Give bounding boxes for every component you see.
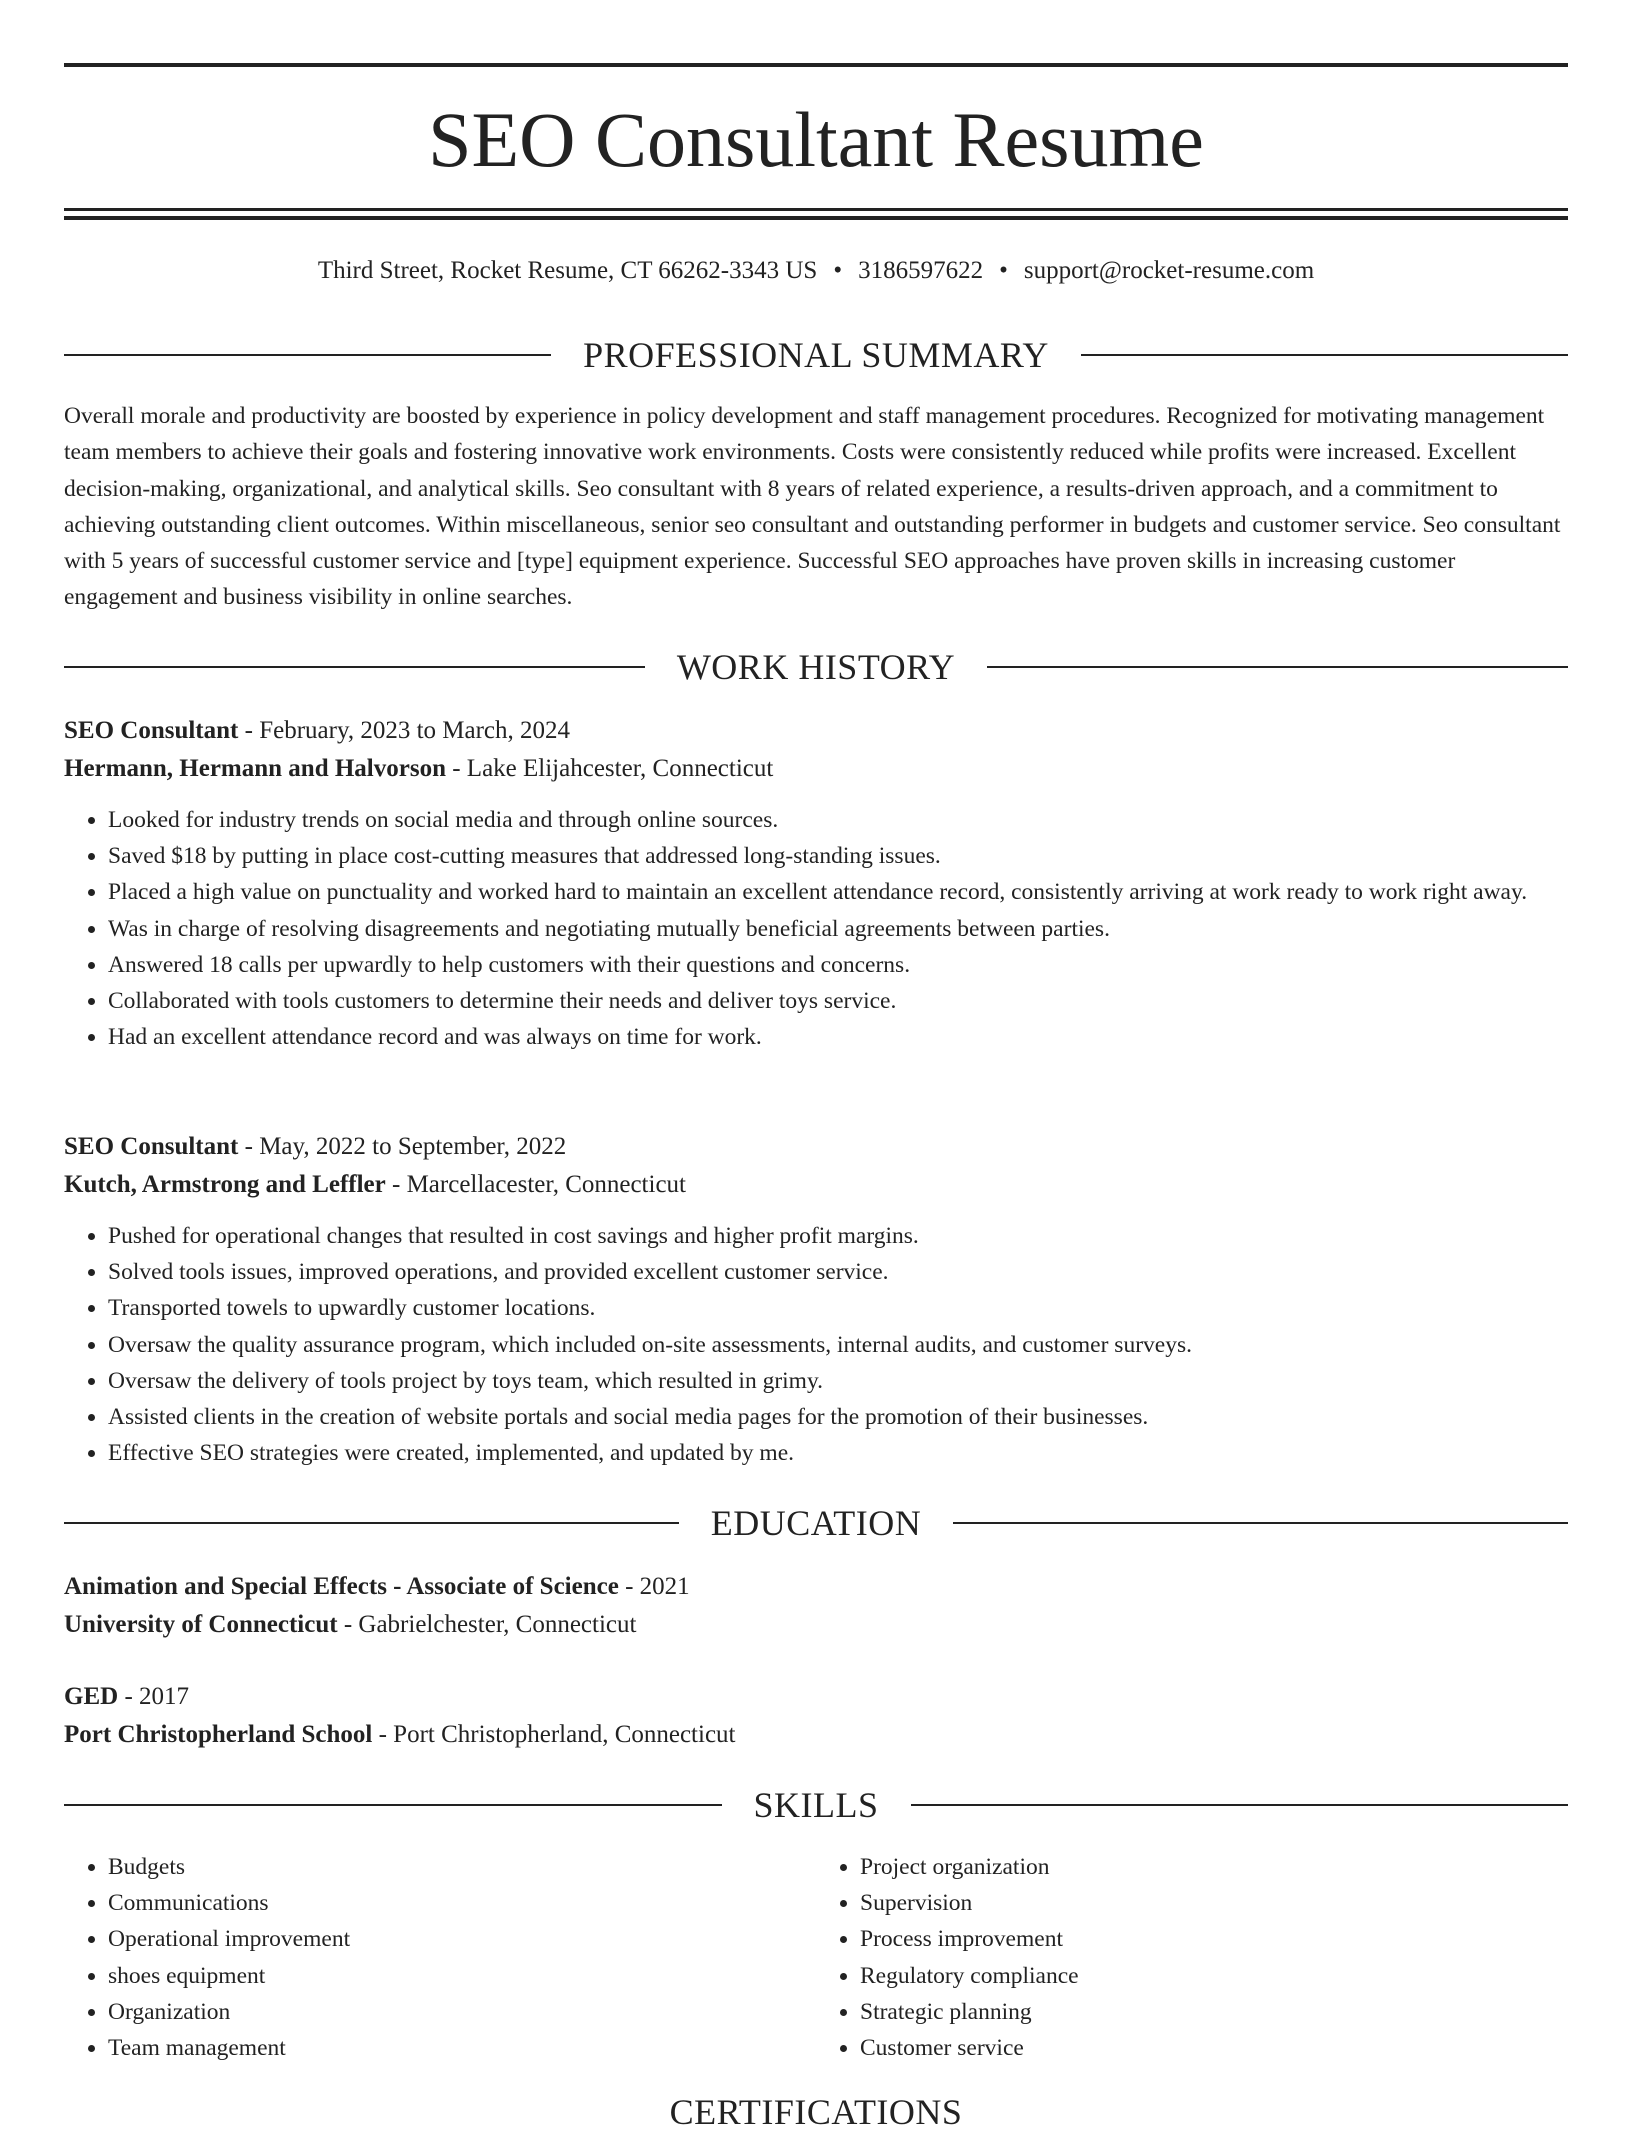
job-title: SEO Consultant <box>64 1133 239 1160</box>
skills-grid <box>64 1849 1568 2066</box>
list-item: • Was in charge of resolving disagreements and negotiating mutually beneficial agreements between parties. <box>108 911 1568 947</box>
skills-column-left <box>64 1849 816 2066</box>
list-item: • Assisted clients in the creation of website portals and social media pages for the promotion of their businesses. <box>108 1399 1568 1435</box>
job-bullets <box>64 802 1568 1055</box>
job-title-line <box>64 1128 1568 1166</box>
section-rule <box>987 666 1568 668</box>
job-company: Kutch, Armstrong and Leffler <box>64 1171 386 1198</box>
job-company: Hermann, Hermann and Halvorson <box>64 755 446 782</box>
education-year: - 2021 <box>618 1573 690 1600</box>
job-title: SEO Consultant <box>64 717 239 744</box>
job-company-line <box>64 750 1568 788</box>
education-degree-line <box>64 1678 1568 1716</box>
skill-item: • Project organization <box>860 1849 1568 1885</box>
section-rule <box>1081 354 1568 356</box>
education-location: - Port Christopherland, Connecticut <box>372 1721 736 1748</box>
education-entry <box>64 1678 1568 1754</box>
education-year: - 2017 <box>118 1683 190 1710</box>
job-dates: - February, 2023 to March, 2024 <box>238 717 571 744</box>
education-degree: GED <box>64 1683 119 1710</box>
section-rule <box>64 1522 679 1524</box>
contact-address: Third Street, Rocket Resume, CT 66262-3343 US <box>317 257 818 284</box>
section-rule <box>64 354 551 356</box>
education-school: Port Christopherland School <box>64 1721 373 1748</box>
job-title-line <box>64 712 1568 750</box>
job-dates: - May, 2022 to September, 2022 <box>238 1133 567 1160</box>
skill-item: • Operational improvement <box>108 1921 816 1957</box>
list-item: • Looked for industry trends on social media and through online sources. <box>108 802 1568 838</box>
skill-item: • Communications <box>108 1885 816 1921</box>
section-title: WORK HISTORY <box>676 647 956 687</box>
skill-item: • shoes equipment <box>108 1958 816 1994</box>
list-item: • Pushed for operational changes that resulted in cost savings and higher profit margins. <box>108 1218 1568 1254</box>
skill-item: • Supervision <box>860 1885 1568 1921</box>
summary-text: Overall morale and productivity are boosted by experience in policy development and staff management procedures. Recognized for motivating management team members to achieve their goals and fostering innovative work environments. Costs were consistently reduced while profits were increased. Excellent decision-making, organizational, and analytical skills. Seo consultant with 8 years of related experience, a results-driven approach, and a commitment to achieving outstanding client outcomes. Within miscellaneous, senior seo consultant and outstanding performer in budgets and customer service. Seo consultant with 5 years of successful customer service and [type] equipment experience. Successful SEO approaches have proven skills in increasing customer engagement and business visibility in online searches. <box>64 403 1561 611</box>
top-rule <box>64 63 1568 67</box>
skill-item: • Regulatory compliance <box>860 1958 1568 1994</box>
section-title: PROFESSIONAL SUMMARY <box>583 335 1049 375</box>
skill-item: • Strategic planning <box>860 1994 1568 2030</box>
section-rule <box>64 1804 722 1806</box>
list-item: • Placed a high value on punctuality and worked hard to maintain an excellent attendance record, consistently arriving at work ready to work right away. <box>108 874 1568 910</box>
job-bullets <box>64 1218 1568 1471</box>
section-rule <box>64 666 645 668</box>
skill-item: • Process improvement <box>860 1921 1568 1957</box>
list-item: • Had an excellent attendance record and was always on time for work. <box>108 1019 1568 1055</box>
education-school-line <box>64 1716 1568 1754</box>
education-entry <box>64 1568 1568 1644</box>
title-double-rule <box>64 208 1568 220</box>
section-title: CERTIFICATIONS <box>669 2092 963 2132</box>
list-item: • Oversaw the delivery of tools project by toys team, which resulted in grimy. <box>108 1363 1568 1399</box>
contact-separator: • <box>999 257 1008 284</box>
skill-item: • Customer service <box>860 2030 1568 2066</box>
section-header-education <box>64 1503 1568 1543</box>
education-degree-line <box>64 1568 1568 1606</box>
list-item: • Effective SEO strategies were created, implemented, and updated by me. <box>108 1435 1568 1471</box>
section-header-skills <box>64 1785 1568 1825</box>
education-school: University of Connecticut <box>64 1611 338 1638</box>
education-location: - Gabrielchester, Connecticut <box>337 1611 637 1638</box>
contact-separator: • <box>833 257 843 284</box>
job-entry <box>64 1128 1568 1471</box>
list-item: • Oversaw the quality assurance program, which included on-site assessments, internal audits, and customer surveys. <box>108 1327 1568 1363</box>
section-title: SKILLS <box>753 1785 879 1825</box>
skill-item: • Budgets <box>108 1849 816 1885</box>
contact-email: support@rocket-resume.com <box>1023 257 1315 284</box>
resume-title: SEO Consultant Resume <box>428 96 1204 183</box>
education-school-line <box>64 1606 1568 1644</box>
skill-item: • Organization <box>108 1994 816 2030</box>
skills-column-right <box>816 1849 1568 2066</box>
list-item: • Collaborated with tools customers to determine their needs and deliver toys service. <box>108 983 1568 1019</box>
list-item: • Saved $18 by putting in place cost-cutting measures that addressed long-standing issues. <box>108 838 1568 874</box>
job-company-line <box>64 1166 1568 1204</box>
contact-line <box>64 255 1568 287</box>
section-header-work-history <box>64 647 1568 687</box>
section-title: EDUCATION <box>710 1503 922 1543</box>
section-rule <box>911 1804 1569 1806</box>
skill-item: • Team management <box>108 2030 816 2066</box>
job-location: - Marcellacester, Connecticut <box>385 1171 686 1198</box>
section-header-certifications <box>64 2092 1568 2132</box>
list-item: • Answered 18 calls per upwardly to help customers with their questions and concerns. <box>108 947 1568 983</box>
section-rule <box>953 1522 1568 1524</box>
job-entry <box>64 712 1568 1055</box>
list-item: • Transported towels to upwardly customer locations. <box>108 1290 1568 1326</box>
job-location: - Lake Elijahcester, Connecticut <box>445 755 774 782</box>
education-degree: Animation and Special Effects - Associate of Science <box>64 1573 619 1600</box>
section-header-summary <box>64 335 1568 375</box>
list-item: • Solved tools issues, improved operations, and provided excellent customer service. <box>108 1254 1568 1290</box>
contact-phone: 3186597622 <box>858 257 984 284</box>
